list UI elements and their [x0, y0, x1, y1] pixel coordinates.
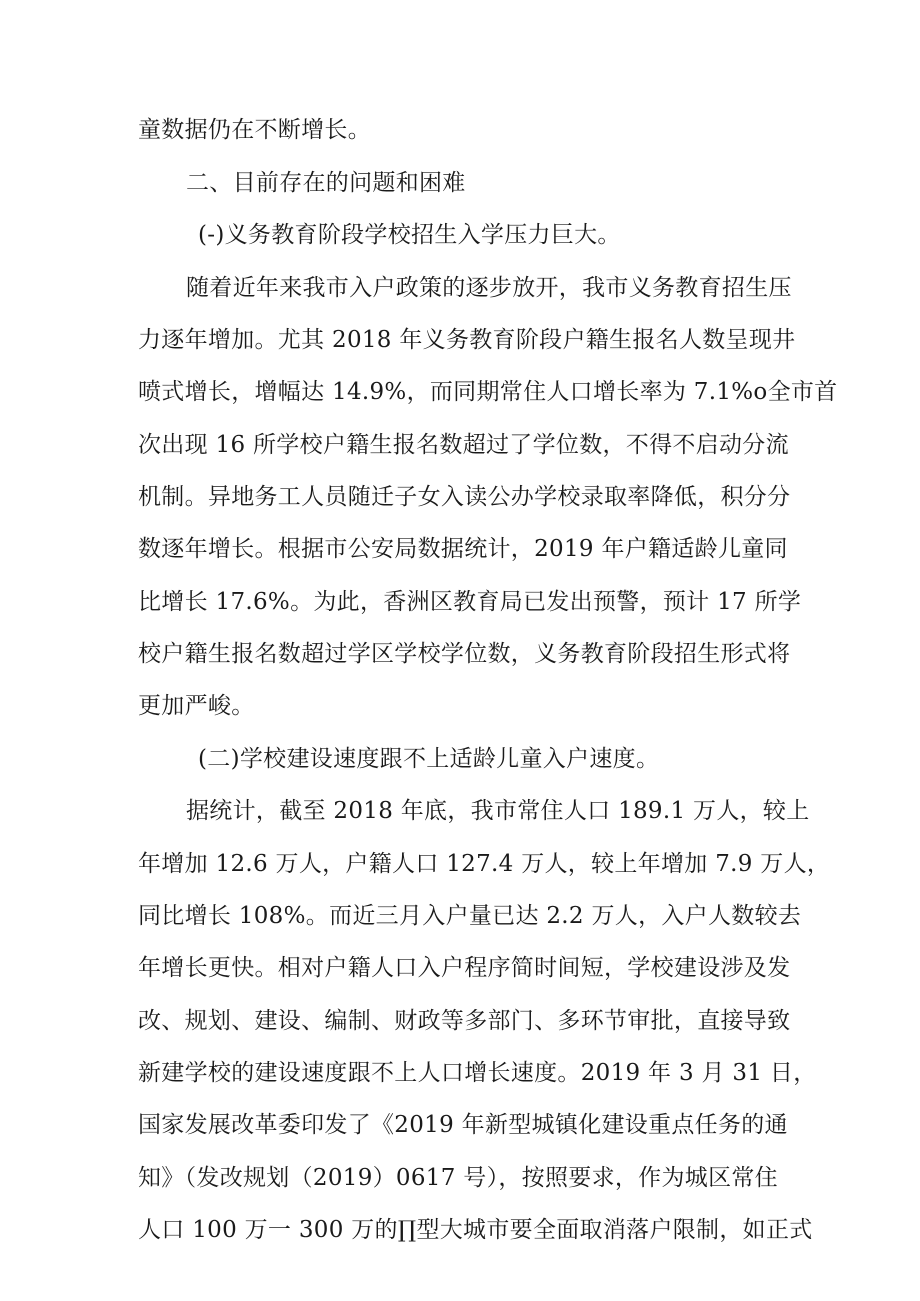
paragraph-line: 年增长更快。相对户籍人口入户程序简时间短，学校建设涉及发 — [138, 955, 791, 981]
paragraph-line: 年增加 12.6 万人，户籍人口 127.4 万人，较上年增加 7.9 万人， — [138, 851, 831, 877]
paragraph-line: 据统计，截至 2018 年底，我市常住人口 189.1 万人，较上 — [186, 798, 810, 824]
paragraph-line: 校户籍生报名数超过学区学校学位数，义务教育阶段招生形式将 — [138, 641, 791, 667]
paragraph-line: 国家发展改革委印发了《2019 年新型城镇化建设重点任务的通 — [138, 1112, 788, 1138]
paragraph-line: 更加严峻。 — [138, 693, 255, 719]
paragraph-line: 数逐年增长。根据市公安局数据统计，2019 年户籍适龄儿童同 — [138, 536, 788, 562]
subsection-heading: (-)义务教育阶段学校招生入学压力巨大。 — [198, 222, 621, 248]
paragraph-line: 同比增长 108%。而近三月入户量已达 2.2 万人，入户人数较去 — [138, 903, 802, 929]
paragraph-line: 机制。异地务工人员随迁子女入读公办学校录取率降低，积分分 — [138, 484, 791, 510]
subsection-heading: (二)学校建设速度跟不上适龄儿童入户速度。 — [198, 746, 660, 772]
paragraph-line: 童数据仍在不断增长。 — [138, 117, 371, 143]
paragraph-line: 次出现 16 所学校户籍生报名数超过了学位数，不得不启动分流 — [138, 432, 789, 458]
section-heading: 二、目前存在的问题和困难 — [186, 170, 466, 196]
paragraph-line: 力逐年增加。尤其 2018 年义务教育阶段户籍生报名人数呈现井 — [138, 327, 796, 353]
paragraph-line: 新建学校的建设速度跟不上人口增长速度。2019 年 3 月 31 日， — [138, 1060, 817, 1086]
paragraph-line: 比增长 17.6%。为此，香洲区教育局已发出预警，预计 17 所学 — [138, 589, 802, 615]
paragraph-line: 知》（发改规划（2019）0617 号），按照要求，作为城区常住 — [138, 1165, 778, 1191]
paragraph-line: 喷式增长，增幅达 14.9%，而同期常住人口增长率为 7.1%o全市首 — [138, 379, 838, 405]
paragraph-line: 随着近年来我市入户政策的逐步放开，我市义务教育招生压 — [186, 275, 792, 301]
paragraph-line: 人口 100 万一 300 万的∏型大城市要全面取消落户限制，如正式 — [138, 1217, 813, 1243]
paragraph-line: 改、规划、建设、编制、财政等多部门、多环节审批，直接导致 — [138, 1008, 791, 1034]
